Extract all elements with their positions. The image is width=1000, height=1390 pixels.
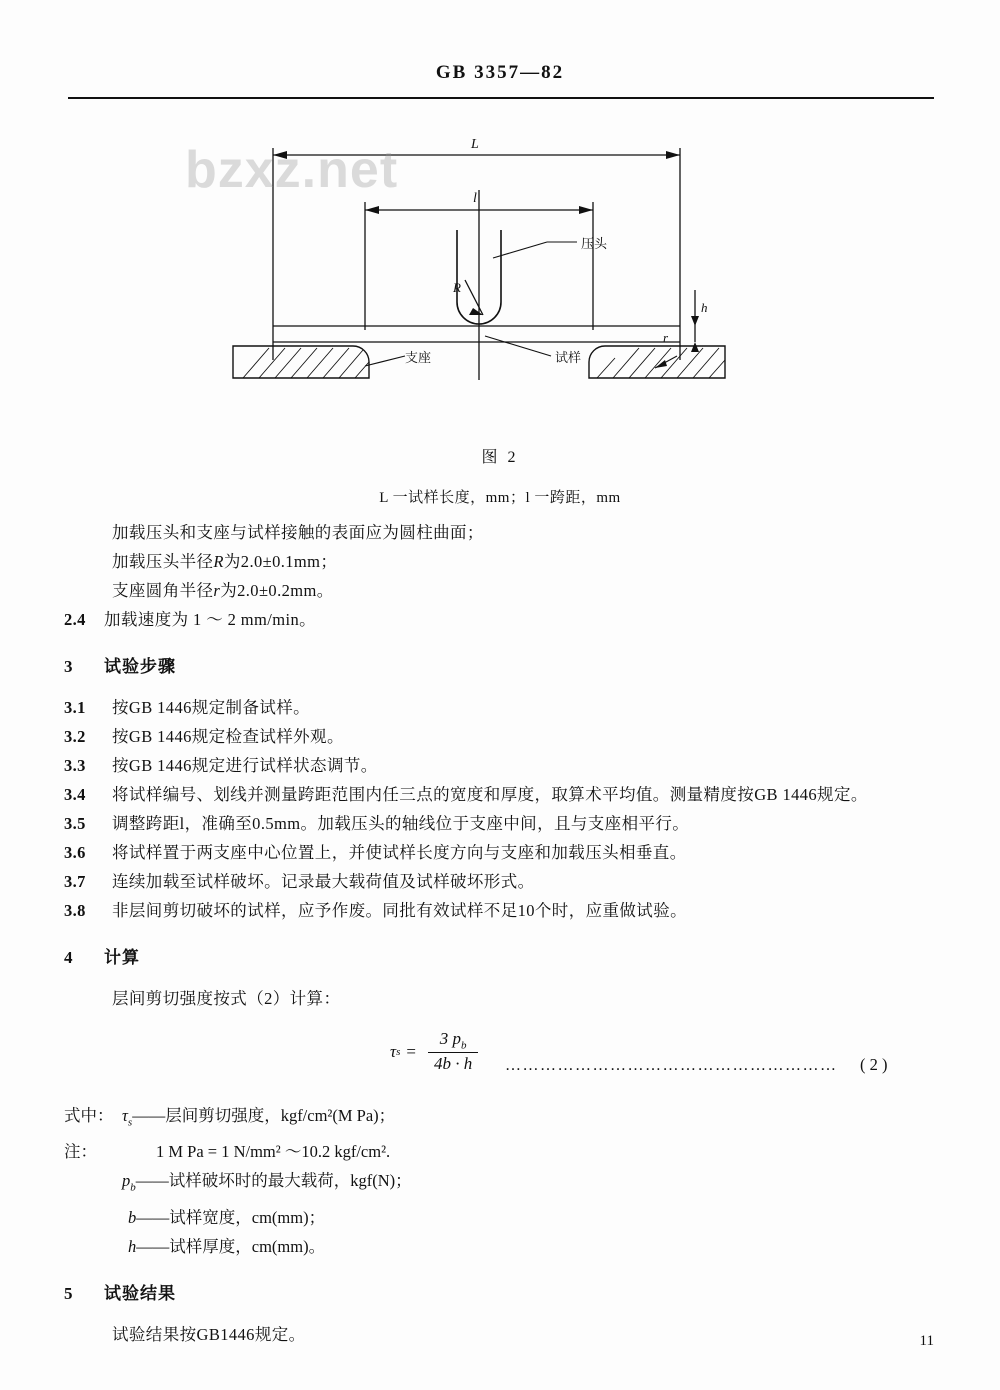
formula-fraction	[428, 1029, 478, 1074]
section-5-number: 5	[64, 1283, 74, 1303]
support-radius-text-b: 为2.0±0.2mm。	[220, 581, 334, 600]
item-3-5-number: 3.5	[64, 814, 86, 833]
figure-label-R: R	[453, 280, 461, 295]
indenter-radius-text-a: 加载压头半径	[112, 552, 214, 571]
figure-label-support: 支座	[405, 350, 432, 365]
where-symbol-pb-sub: b	[130, 1181, 136, 1194]
where-symbol-pb: p	[122, 1171, 131, 1191]
paragraph-support-radius	[112, 576, 1000, 605]
item-3-1-text: 按GB 1446规定制备试样。	[112, 698, 311, 717]
section-3-number: 3	[64, 657, 74, 676]
paragraph-contact-surface: 加载压头和支座与试样接触的表面应为圆柱曲面；	[112, 523, 484, 542]
paragraph-indenter-radius	[112, 547, 1000, 576]
section-4-heading	[64, 943, 1000, 972]
section-5-heading	[64, 1279, 1000, 1308]
formula-numerator-sub: b	[460, 1039, 467, 1052]
item-3-5	[64, 809, 1000, 838]
figure-label-indenter: 压头	[581, 236, 608, 251]
formula-denominator: 4b · h	[433, 1054, 473, 1074]
section-3-title: 试验步骤	[104, 657, 176, 676]
formula-2-row	[0, 1029, 1000, 1095]
figure-label-h: h	[701, 300, 708, 315]
where-row-3	[64, 1203, 1000, 1232]
item-3-8	[64, 896, 1000, 925]
where-note-label: 注：	[64, 1142, 97, 1162]
where-dash-1: ——	[132, 1106, 166, 1125]
item-3-4	[64, 780, 930, 809]
page-number: 11	[919, 1333, 934, 1349]
item-3-4-number: 3.4	[64, 785, 86, 804]
where-row-note	[64, 1137, 1000, 1166]
item-3-2-number: 3.2	[64, 727, 86, 746]
section-4-number: 4	[64, 948, 74, 967]
formula-2	[390, 1029, 484, 1074]
figure-2-diagram	[225, 130, 745, 400]
where-symbol-tau: τ	[122, 1106, 128, 1125]
item-3-6-text: 将试样置于两支座中心位置上，并使试样长度方向与支座和加载压头相垂直。	[112, 843, 687, 862]
page-header-standard-number: GB 3357—82	[435, 62, 565, 83]
where-symbol-tau-sub: s	[127, 1116, 133, 1129]
item-3-1	[64, 693, 1000, 722]
formula-lhs: τ	[390, 1041, 397, 1061]
section-4-title: 计算	[104, 948, 140, 967]
formula-equals: =	[406, 1041, 416, 1061]
where-text-2: 试样破坏时的最大载荷，kgf(N)；	[168, 1171, 412, 1191]
item-3-3-number: 3.3	[64, 756, 86, 775]
formula-lhs-sub: s	[396, 1045, 401, 1058]
paragraph-calc-intro: 层间剪切强度按式（2）计算：	[112, 989, 341, 1008]
where-text-4: 试样厚度，cm(mm)。	[169, 1236, 326, 1256]
item-3-2	[64, 722, 1000, 751]
formula-leader-dots: …………………………………………………	[505, 1057, 838, 1074]
where-row-2	[64, 1166, 1000, 1202]
where-text-1: 层间剪切强度，kgf/cm²(M Pa)；	[165, 1106, 396, 1125]
header-divider	[68, 97, 934, 99]
where-dash-4: ——	[136, 1236, 170, 1256]
item-3-7-text: 连续加载至试样破坏。记录最大载荷值及试样破坏形式。	[112, 872, 535, 891]
indenter-radius-symbol: R	[213, 552, 224, 571]
where-symbol-b: b	[128, 1207, 137, 1227]
support-radius-symbol: r	[213, 581, 221, 600]
item-3-7-number: 3.7	[64, 872, 86, 891]
item-3-8-text: 非层间剪切破坏的试样，应予作废。同批有效试样不足10个时，应重做试验。	[112, 901, 687, 920]
item-3-8-number: 3.8	[64, 901, 86, 920]
figure-label-L: L	[471, 137, 479, 152]
where-note-text: 1 M Pa = 1 N/mm² ～10.2 kgf/cm².	[156, 1142, 391, 1162]
item-3-1-number: 3.1	[64, 698, 86, 717]
figure-label-specimen: 试样	[555, 350, 582, 365]
item-3-5-text: 调整跨距l，准确至0.5mm。加载压头的轴线位于支座中间，且与支座相平行。	[112, 814, 690, 833]
item-3-4-text: 将试样编号、划线并测量跨距范围内任三点的宽度和厚度，取算术平均值。测量精度按GB 1446规定。	[112, 785, 868, 804]
item-2-4-text: 加载速度为 1 ～ 2 mm/min。	[104, 610, 317, 629]
support-radius-text-a: 支座圆角半径	[112, 581, 214, 600]
item-3-3-text: 按GB 1446规定进行试样状态调节。	[112, 756, 378, 775]
figure-label-r: r	[663, 330, 669, 345]
where-dash-3: ——	[136, 1207, 170, 1227]
item-3-6-number: 3.6	[64, 843, 86, 862]
section-5-title: 试验结果	[104, 1283, 176, 1303]
where-row-1	[64, 1101, 1000, 1137]
indenter-radius-text-b: 为2.0±0.1mm；	[223, 552, 338, 571]
item-2-4	[64, 605, 1000, 634]
where-symbol-h: h	[128, 1236, 137, 1256]
formula-numerator-text: 3 p	[439, 1029, 461, 1048]
item-2-4-number: 2.4	[64, 610, 86, 629]
item-3-3	[64, 751, 1000, 780]
where-row-4	[64, 1232, 1000, 1261]
where-label: 式中：	[64, 1106, 114, 1125]
watermark: bzxz.net	[185, 141, 399, 199]
item-3-6	[64, 838, 1000, 867]
item-3-7	[64, 867, 1000, 896]
document-body	[0, 518, 1000, 1349]
where-dash-2: ——	[135, 1171, 169, 1191]
where-text-3: 试样宽度，cm(mm)；	[169, 1207, 326, 1227]
item-3-2-text: 按GB 1446规定检查试样外观。	[112, 727, 344, 746]
formula-numerator	[428, 1029, 478, 1052]
figure-caption: 图 2	[481, 449, 519, 466]
formula-number: ( 2 )	[860, 1055, 888, 1074]
figure-legend: L 一试样长度，mm；l 一跨距，mm	[379, 490, 621, 506]
paragraph-results: 试验结果按GB1446规定。	[112, 1324, 306, 1344]
figure-label-l: l	[473, 191, 477, 206]
section-3-heading	[64, 652, 1000, 681]
